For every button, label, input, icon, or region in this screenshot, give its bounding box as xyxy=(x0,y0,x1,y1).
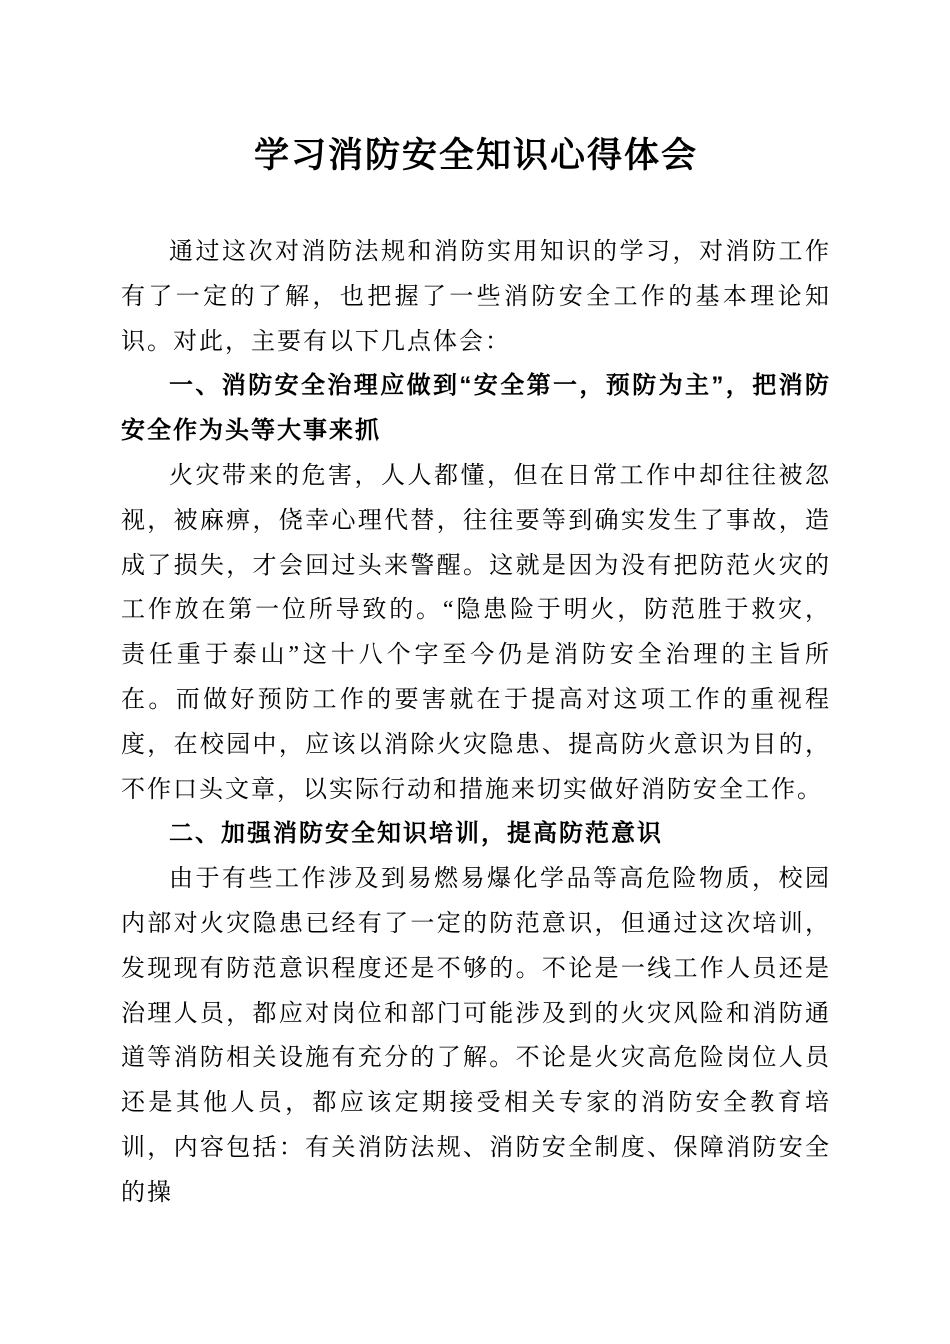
section-2-heading: 二、加强消防安全知识培训，提高防范意识 xyxy=(169,820,663,848)
section-1-paragraph: 火灾带来的危害，人人都懂，但在日常工作中却往往被忽视，被麻痹，侥幸心理代替，往往要等到确实发生了事故，造成了损失，才会回过头来警醒。这就是因为没有把防范火灾的工作放在第一位所导致的。“隐患险于明火，防范胜于救灾，责任重于泰山”这十八个字至今仍是消防安全治理的主旨所在。而做好预防工作的要害就在于提高对这项工作的重视程度，在校园中，应该以消除火灾隐患、提高防火意识为目的，不作口头文章，以实际行动和措施来切实做好消防安全工作。 xyxy=(121,462,831,803)
section-2-paragraph: 由于有些工作涉及到易燃易爆化学品等高危险物质，校园内部对火灾隐患已经有了一定的防范意识，但通过这次培训，发现现有防范意识程度还是不够的。不论是一线工作人员还是治理人员，都应对岗位和部门可能涉及到的火灾风险和消防通道等消防相关设施有充分的了解。不论是火灾高危险岗位人员还是其他人员，都应该定期接受相关专家的消防安全教育培训，内容包括：有关消防法规、消防安全制度、保障消防安全的操 xyxy=(121,866,831,1206)
section-1-heading: 一、消防安全治理应做到“安全第一，预防为主”，把消防安全作为头等大事来抓 xyxy=(121,372,831,445)
document-title: 学习消防安全知识心得体会 xyxy=(253,136,698,175)
intro-paragraph: 通过这次对消防法规和消防实用知识的学习，对消防工作有了一定的了解，也把握了一些消防安全工作的基本理论知识。对此，主要有以下几点体会： xyxy=(121,239,831,355)
